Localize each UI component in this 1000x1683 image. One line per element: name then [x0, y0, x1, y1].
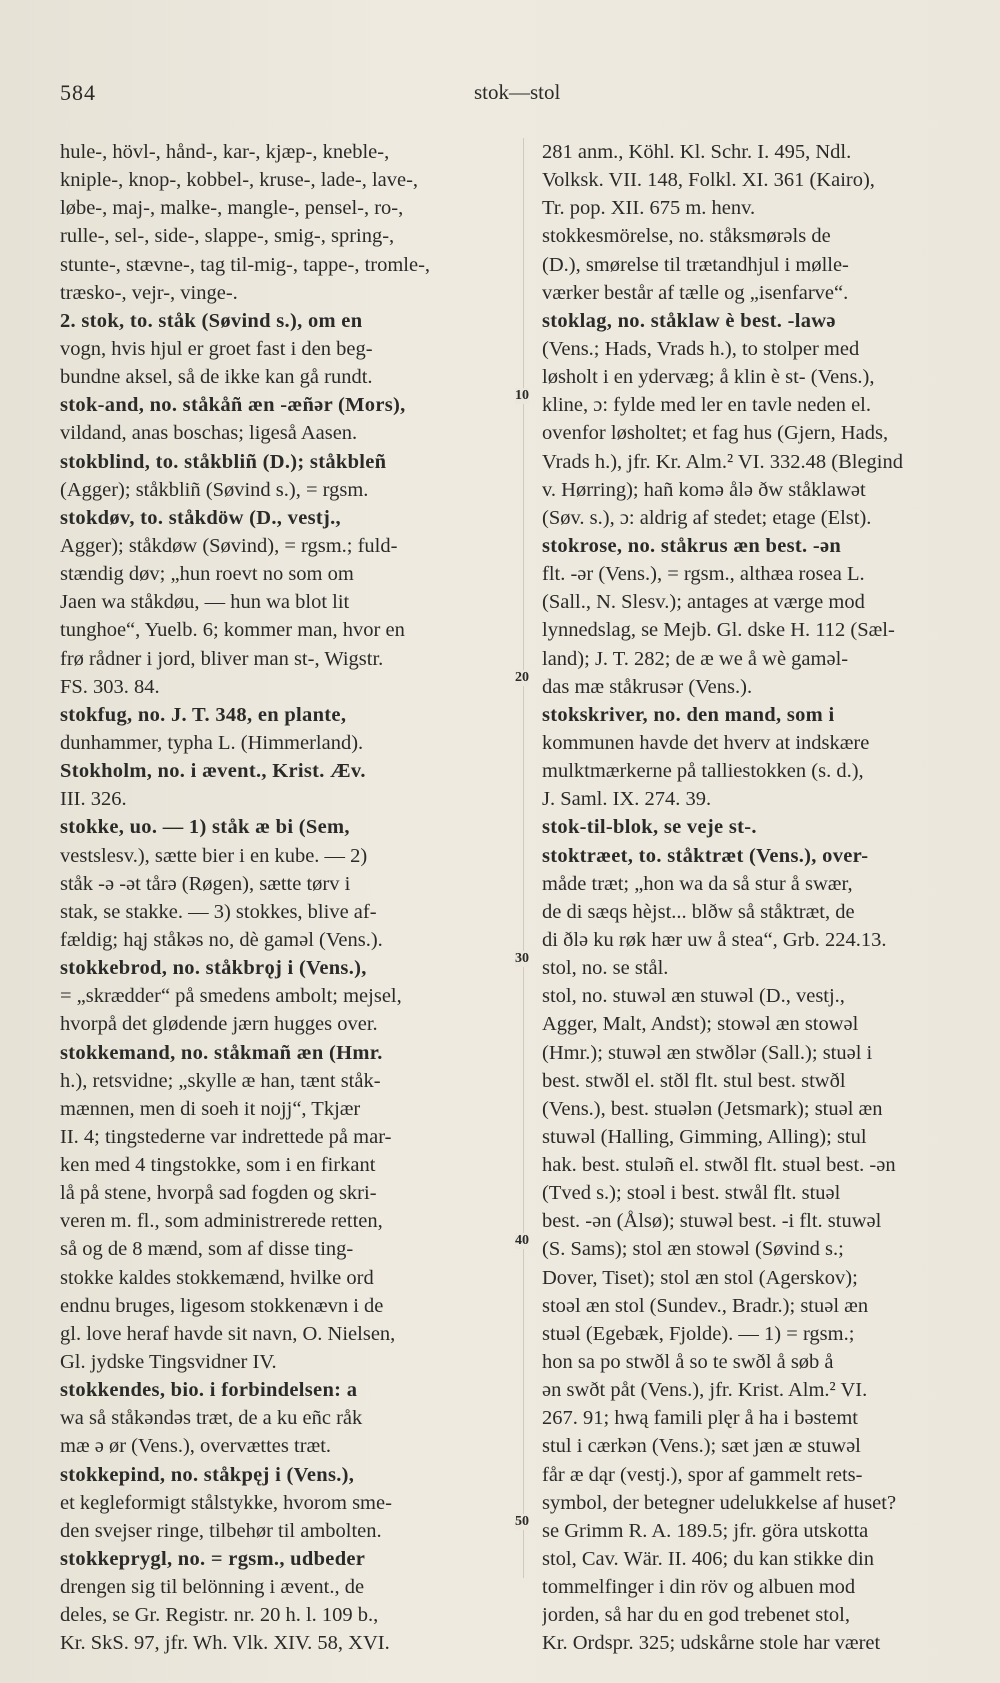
line-marker: 50 — [515, 1514, 529, 1529]
text-line: se Grimm R. A. 189.5; jfr. göra utskotta — [542, 1519, 869, 1542]
text-line: land); J. T. 282; de æ we å wè gaməl- — [542, 647, 849, 670]
text-line: stokkendes, bio. i forbindelsen: a — [60, 1379, 358, 1402]
text-line: = „skrædder“ på smedens ambolt; mejsel, — [60, 985, 402, 1008]
text-line: stuwəl (Halling, Gimming, Alling); stul — [542, 1125, 867, 1148]
text-line: Agger, Malt, Andst); stowəl æn stowəl — [542, 1013, 859, 1036]
text-line: stul i cærkən (Vens.); sæt jæn æ stuwəl — [542, 1435, 861, 1458]
text-line: hak. best. stuləñ el. stwðl flt. stuəl best. -ən — [542, 1154, 896, 1177]
text-line: Agger); ståkdøw (Søvind), = rgsm.; fuld- — [60, 534, 398, 557]
page-number: 584 — [60, 80, 96, 105]
text-line: de di sæqs hèjst... blðw så ståktræt, de — [542, 900, 855, 923]
text-line: II. 4; tingstederne var indrettede på mar- — [60, 1125, 392, 1148]
text-line: di ðlə ku røk hær uw å stea“, Grb. 224.13. — [542, 928, 887, 951]
line-marker: 40 — [515, 1233, 529, 1248]
left-column — [60, 138, 530, 1658]
text-line: stokblind, to. ståkbliñ (D.); ståkbleñ — [60, 450, 387, 473]
text-line: (S. Sams); stol æn stowəl (Søvind s.; — [542, 1238, 844, 1261]
text-line: mulktmærkerne på talliestokken (s. d.), — [542, 760, 864, 783]
text-line: 281 anm., Köhl. Kl. Schr. I. 495, Ndl. — [542, 141, 852, 163]
text-line: stokkeprygl, no. = rgsm., udbeder — [60, 1548, 366, 1571]
text-line: stok-til-blok, se veje st-. — [542, 816, 757, 839]
text-line: vestslesv.), sætte bier i en kube. — 2) — [60, 844, 368, 867]
text-line: (Hmr.); stuwəl æn stwðlər (Sall.); stuəl i — [542, 1041, 873, 1064]
right-column — [542, 138, 978, 1658]
text-line: best. -ən (Ålsø); stuwəl best. -i flt. stuwəl — [542, 1210, 882, 1233]
text-line: stol, no. se stål. — [542, 957, 669, 980]
text-line: 2. stok, to. ståk (Søvind s.), om en — [60, 309, 363, 332]
text-line: deles, se Gr. Registr. nr. 20 h. l. 109 b., — [60, 1604, 379, 1627]
text-line: værker består af tælle og „isenfarve“. — [542, 281, 849, 304]
text-line: løbe-, maj-, malke-, mangle-, pensel-, ro-, — [60, 197, 404, 220]
text-line: symbol, der betegner udelukkelse af huset? — [542, 1491, 897, 1514]
text-line: Kr. SkS. 97, jfr. Wh. Vlk. XIV. 58, XVI. — [60, 1632, 390, 1655]
text-line: træsko-, vejr-, vinge-. — [60, 281, 238, 304]
text-line: (Sall., N. Slesv.); antages at værge mod — [542, 591, 865, 614]
line-marker: 10 — [515, 388, 529, 403]
text-line: flt. -ər (Vens.), = rgsm., althæa rosea L. — [542, 563, 865, 586]
text-line: (Agger); ståkbliñ (Søvind s.), = rgsm. — [60, 478, 369, 501]
text-line: stunte-, stævne-, tag til-mig-, tappe-, tromle-, — [60, 253, 431, 276]
text-line: mænnen, men di soeh it nojj“, Tkjær — [60, 1097, 361, 1120]
text-line: drengen sig til belönning i ævent., de — [60, 1576, 365, 1599]
text-line: J. Saml. IX. 274. 39. — [542, 788, 712, 811]
text-line: veren m. fl., som administrerede retten, — [60, 1210, 383, 1233]
text-line: best. stwðl el. stðl flt. stul best. stwðl — [542, 1069, 846, 1092]
text-line: stak, se stakke. — 3) stokkes, blive af- — [60, 900, 377, 923]
text-line: 267. 91; hwą famili plęr å ha i bəstemt — [542, 1407, 858, 1430]
text-line: jorden, så har du en god trebenet stol, — [542, 1604, 850, 1627]
text-line: stokke, uo. — 1) ståk æ bi (Sem, — [60, 816, 350, 839]
text-line: ovenfor løsholtet; et fag hus (Gjern, Hads, — [542, 422, 889, 445]
text-line: stokkesmörelse, no. ståksmørəls de — [542, 225, 831, 248]
text-line: tunghoe“, Yuelb. 6; kommer man, hvor en — [60, 619, 405, 642]
text-line: h.), retsvidne; „skylle æ han, tænt ståk- — [60, 1069, 381, 1092]
text-line: FS. 303. 84. — [60, 675, 160, 698]
text-line: (D.), smørelse til trætandhjul i mølle- — [542, 253, 849, 276]
text-line: Dover, Tiset); stol æn stol (Agerskov); — [542, 1266, 858, 1289]
text-line: stokkemand, no. ståkmañ æn (Hmr. — [60, 1041, 383, 1064]
text-line: ståk -ə -ət tårə (Røgen), sætte tørv i — [60, 872, 351, 895]
line-marker: 30 — [515, 951, 529, 966]
text-line: stok-and, no. ståkåñ æn -æñər (Mors), — [60, 394, 406, 417]
text-line: gl. love heraf havde sit navn, O. Nielsen, — [60, 1322, 396, 1345]
text-line: (Vens.), best. stuələn (Jetsmark); stuəl æn — [542, 1097, 883, 1120]
text-line: løsholt i en ydervæg; å klin è st- (Vens.), — [542, 366, 875, 389]
text-line: wa så ståkəndəs træt, de a ku eñc råk — [60, 1407, 363, 1430]
text-line: stol, no. stuwəl æn stuwəl (D., vestj., — [542, 985, 845, 1008]
text-line: stændig døv; „hun roevt no som om — [60, 563, 354, 586]
text-line: så og de 8 mænd, som af disse ting- — [60, 1238, 354, 1261]
text-line: Tr. pop. XII. 675 m. henv. — [542, 197, 756, 220]
text-line: hule-, hövl-, hånd-, kar-, kjæp-, kneble-, — [60, 141, 390, 163]
text-line: stol, Cav. Wär. II. 406; du kan stikke din — [542, 1548, 874, 1571]
line-marker: 20 — [515, 670, 529, 685]
text-line: stokskriver, no. den mand, som i — [542, 703, 835, 726]
text-line: III. 326. — [60, 788, 127, 811]
text-line: lå på stene, hvorpå sad fogden og skri- — [60, 1182, 377, 1205]
text-line: tommelfinger i din röv og albuen mod — [542, 1576, 856, 1599]
running-head: stok—stol — [474, 80, 561, 104]
text-line: stoklag, no. ståklaw è best. -lawə — [542, 309, 836, 332]
text-line: dunhammer, typha L. (Himmerland). — [60, 731, 364, 754]
text-line: vildand, anas boschas; ligeså Aasen. — [60, 422, 358, 445]
text-line: mæ ə ør (Vens.), overvættes træt. — [60, 1435, 332, 1458]
text-line: lynnedslag, se Mejb. Gl. dske H. 112 (Sæl- — [542, 619, 895, 642]
text-line: får æ dąr (vestj.), spor af gammelt rets- — [542, 1463, 863, 1486]
text-line: (Tved s.); stoəl i best. stwål flt. stuəl — [542, 1182, 841, 1205]
text-line: stoktræet, to. ståktræt (Vens.), over- — [542, 844, 869, 867]
text-line: (Vens.; Hads, Vrads h.), to stolper med — [542, 337, 860, 360]
text-line: bundne aksel, så de ikke kan gå rundt. — [60, 366, 373, 389]
text-line: kline, ɔ: fylde med ler en tavle neden el. — [542, 394, 872, 417]
text-line: v. Hørring); hañ komə ålə ðw ståklawət — [542, 478, 866, 501]
text-line: rulle-, sel-, side-, slappe-, smig-, spring-, — [60, 225, 395, 248]
text-line: Kr. Ordspr. 325; udskårne stole har været — [542, 1632, 881, 1655]
text-line: Stokholm, no. i ævent., Krist. Æv. — [60, 760, 366, 783]
text-line: fældig; hąj ståkəs no, dè gaməl (Vens.). — [60, 928, 383, 951]
text-line: stokfug, no. J. T. 348, en plante, — [60, 703, 347, 726]
text-line: Vrads h.), jfr. Kr. Alm.² VI. 332.48 (Blegind — [542, 450, 903, 473]
text-line: kniple-, knop-, kobbel-, kruse-, lade-, lave-, — [60, 169, 419, 192]
text-line: stokkepind, no. ståkpęj i (Vens.), — [60, 1463, 355, 1486]
text-line: stokrose, no. ståkrus æn best. -ən — [542, 534, 842, 557]
text-line: Jaen wa ståkdøu, — hun wa blot lit — [60, 591, 350, 614]
text-line: stokdøv, to. ståkdöw (D., vestj., — [60, 506, 341, 529]
text-line: Gl. jydske Tingsvidner IV. — [60, 1351, 277, 1374]
text-line: stoəl æn stol (Sundev., Bradr.); stuəl æn — [542, 1294, 869, 1317]
text-line: måde træt; „hon wa da så stur å swær, — [542, 872, 853, 895]
text-line: hon sa po stwðl å so te swðl å søb å — [542, 1351, 834, 1374]
text-line: et kegleformigt stålstykke, hvorom sme- — [60, 1491, 392, 1514]
text-line: (Søv. s.), ɔ: aldrig af stedet; etage (Elst). — [542, 506, 872, 529]
text-line: Volksk. VII. 148, Folkl. XI. 361 (Kairo), — [542, 169, 875, 192]
text-line: den svejser ringe, tilbehør til ambolten. — [60, 1519, 382, 1542]
text-line: hvorpå det glødende jærn hugges over. — [60, 1013, 378, 1036]
text-line: stuəl (Egebæk, Fjolde). — 1) = rgsm.; — [542, 1322, 855, 1345]
text-line: stokke kaldes stokkemænd, hvilke ord — [60, 1266, 374, 1289]
text-line: kommunen havde det hverv at indskære — [542, 731, 870, 754]
text-line: frø rådner i jord, bliver man st-, Wigstr. — [60, 647, 384, 670]
text-line: ken med 4 tingstokke, som i en firkant — [60, 1154, 376, 1177]
text-line: das mæ ståkrusər (Vens.). — [542, 675, 753, 698]
text-line: vogn, hvis hjul er groet fast i den beg- — [60, 337, 373, 360]
text-line: ən swðt påt (Vens.), jfr. Krist. Alm.² VI. — [542, 1379, 868, 1402]
text-line: endnu bruges, ligesom stokkenævn i de — [60, 1294, 384, 1317]
text-line: stokkebrod, no. ståkbrǫj i (Vens.), — [60, 957, 367, 980]
